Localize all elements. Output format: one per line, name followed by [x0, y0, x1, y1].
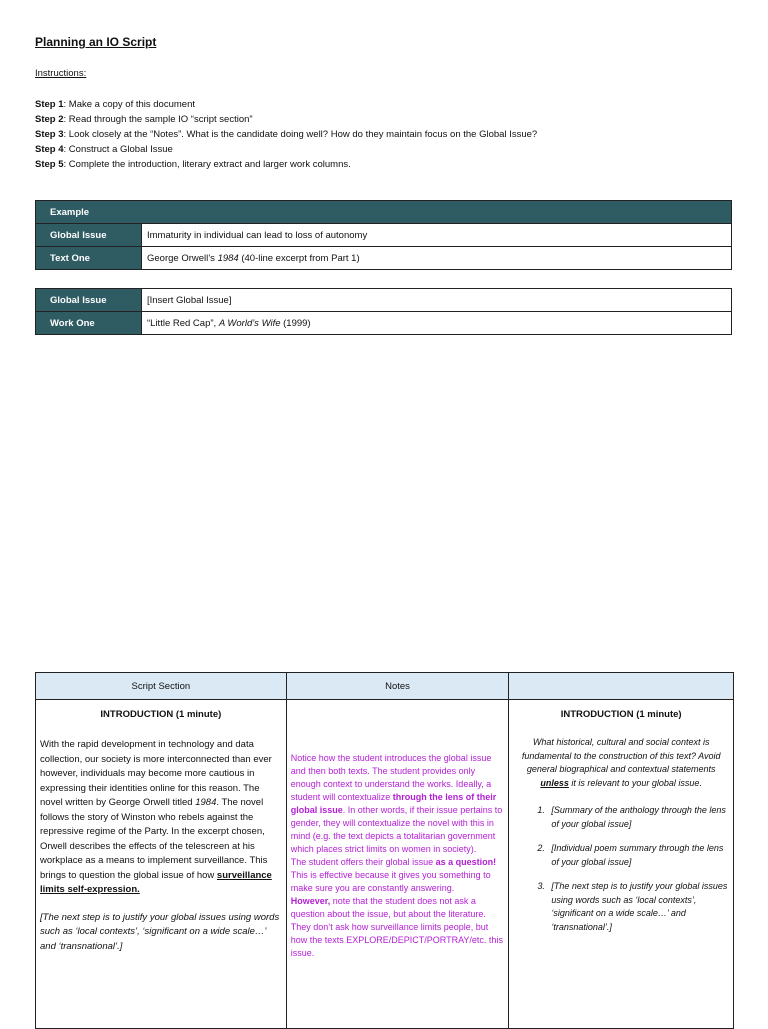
script-section-cell	[36, 700, 287, 1029]
list-item: 1. [Summary of the anthology through the lens of your global issue]	[547, 804, 733, 831]
table-row	[36, 312, 732, 335]
list-item: 3. [The next step is to justify your global issues using words such as ‘local contexts’, ‘significant on a wide scale…’ and ‘transnational’.]	[547, 880, 733, 934]
example-header: Example	[36, 201, 732, 224]
table-row	[36, 247, 732, 270]
notes-text: Notice how the student introduces the global issue and then both texts. The student provides only enough context to understand the works. Ideally, a student will contextualize through the lens of their global issue. In other words, if their issue pertains to gender, they will contextualize the novel with this in mind (e.g. the text depicts a totalitarian government which places strict limits on women in society). The student offers their global issue as a question! This is effective because it gives you something to make sure you are constantly answering. However, note that the student does not ask a question about the issue, but about the literature. They don’t ask how surveillance limits people, but how the texts EXPLORE/DEPICT/PORTRAY/etc. this issue.	[290, 753, 503, 958]
table-row	[36, 224, 732, 247]
table-row	[36, 289, 732, 312]
row-label: Global Issue	[36, 224, 142, 247]
notes-cell	[286, 700, 509, 1029]
instructions-label: Instructions	[35, 68, 84, 79]
column-header-notes: Notes	[286, 673, 509, 700]
row-label: Global Issue	[36, 289, 142, 312]
list-item: 2. [Individual poem summary through the lens of your global issue]	[547, 842, 733, 869]
step-item: Step 3: Look closely at the “Notes”. What is the candidate doing well? How do they maintain focus on the Global Issue?	[35, 129, 538, 140]
row-value: Immaturity in individual can lead to loss of autonomy	[142, 224, 732, 247]
section-heading: INTRODUCTION (1 minute)	[560, 709, 682, 720]
section-heading: INTRODUCTION (1 minute)	[100, 709, 222, 720]
steps-list	[35, 97, 537, 172]
step-item: Step 1: Make a copy of this document	[35, 99, 195, 110]
work-section-cell	[509, 700, 734, 1029]
intro-paragraph: With the rapid development in technology and data collection, our society is more interconnected than ever however, individuals may become more cautious in expressing their identities online for this reason. The novel written by George Orwell titled 1984. The novel follows the story of Winston who rebels against the repressive regime of the Party. In the excerpt chosen, Orwell describes the effects of the telescreen at his workplace as a means to implement surveillance. This brings to question the global issue of how surveillance limits self-expression. [The next step is to justify your global issues using words such as ‘local contexts’, ‘significant on a wide scale…’ and ‘transnational’.]	[36, 738, 286, 954]
step-item: Step 5: Complete the introduction, literary extract and larger work columns.	[35, 159, 351, 170]
example-table	[35, 200, 732, 270]
step-item: Step 4: Construct a Global Issue	[35, 144, 173, 155]
row-value: [Insert Global Issue]	[142, 289, 732, 312]
row-value: George Orwell’s 1984 (40-line excerpt from Part 1)	[142, 247, 732, 270]
step-item: Step 2: Read through the sample IO “script section”	[35, 114, 253, 125]
column-header-blank	[509, 673, 734, 700]
row-value: “Little Red Cap”, A World’s Wife (1999)	[142, 312, 732, 335]
work-table	[35, 288, 732, 335]
column-header-script-section: Script Section	[36, 673, 287, 700]
script-table	[35, 672, 734, 1029]
summary-list	[509, 804, 733, 934]
row-label: Work One	[36, 312, 142, 335]
justify-note: [The next step is to justify your global issues using words such as ‘local contexts’, ‘significant on a wide scale…’ and ‘transnational’.]	[40, 911, 280, 952]
context-question: What historical, cultural and social context is fundamental to the construction of this text? Avoid general biographical and contextual statements unless it is relevant to your global issue.	[521, 737, 721, 788]
row-label: Text One	[36, 247, 142, 270]
page-title: Planning an IO Script	[35, 35, 157, 49]
